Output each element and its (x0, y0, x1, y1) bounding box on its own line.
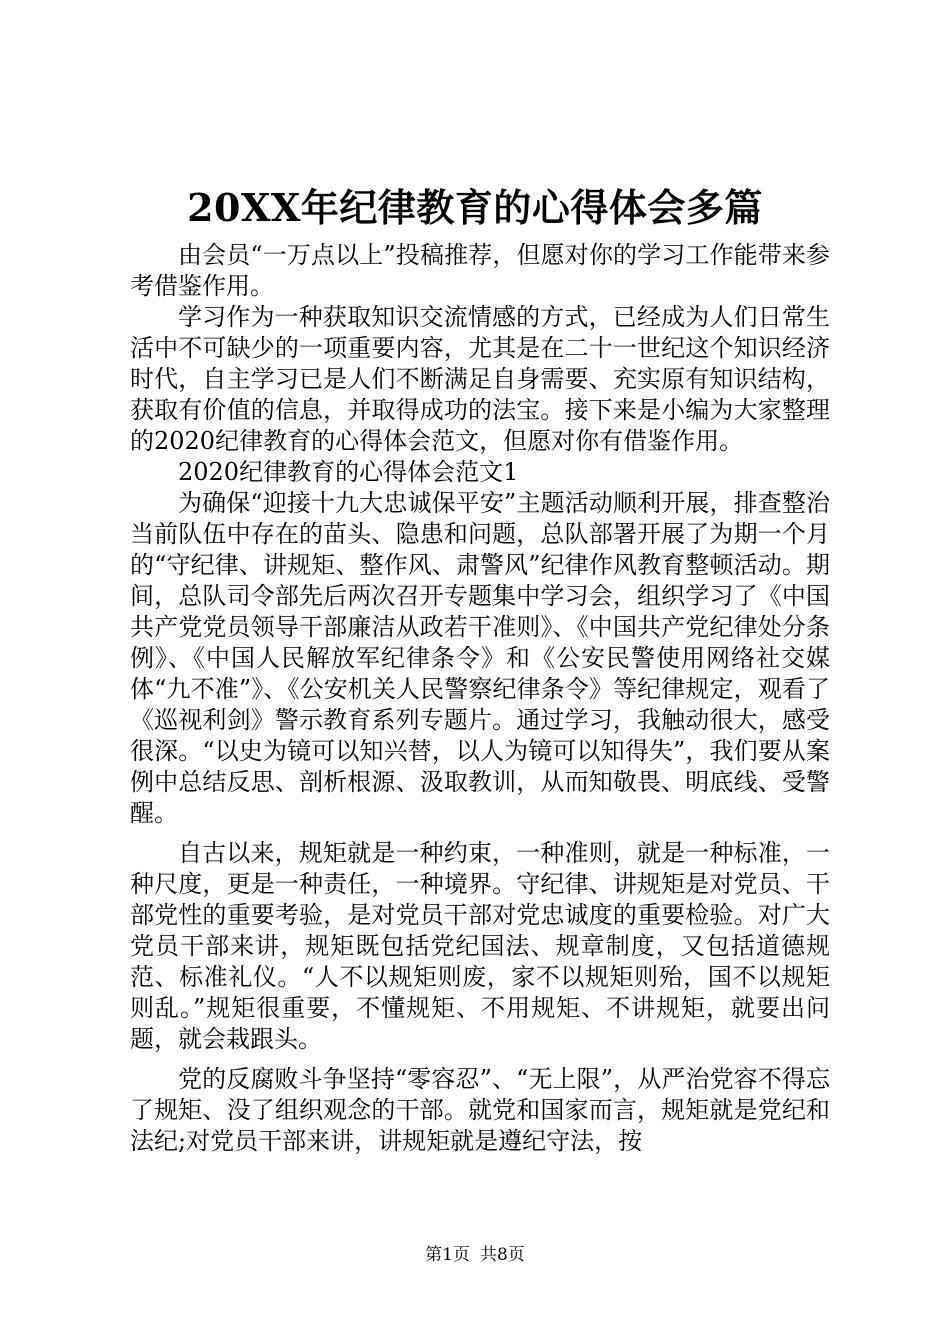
page-total: 共8页 (480, 1245, 525, 1265)
intro-paragraph: 由会员“一万点以上”投稿推荐，但愿对你的学习工作能带来参考借鉴作用。 (130, 241, 830, 300)
section-heading: 2020纪律教育的心得体会范文1 (178, 458, 519, 486)
paragraph-4: 党的反腐败斗争坚持“零容忍”、“无上限”，从严治党容不得忘了规矩、没了组织观念的干部。就党和国家而言，规矩就是党纪和法纪;对党员干部来讲，讲规矩就是遵纪守法，按 (130, 1065, 830, 1155)
paragraph-3: 自古以来，规矩就是一种约束，一种准则，就是一种标准，一种尺度，更是一种责任，一种境界。守纪律、讲规矩是对党员、干部党性的重要考验，是对党员干部对党忠诚度的重要检验。对广大党员干部来讲，规矩既包括党纪国法、规章制度，又包括道德规范、标准礼仪。“人不以规矩则废，家不以规矩则殆，国不以规矩则乱。”规矩很重要，不懂规矩、不用规矩、不讲规矩，就要出问题，就会栽跟头。 (130, 839, 830, 1053)
page-footer (0, 1243, 950, 1267)
document-body (130, 240, 830, 1157)
paragraph-1: 学习作为一种获取知识交流情感的方式，已经成为人们日常生活中不可缺少的一项重要内容，尤其是在二十一世纪这个知识经济时代，自主学习已是人们不断满足自身需要、充实原有知识结构，获取有价值的信息，并取得成功的法宝。接下来是小编为大家整理的2020纪律教育的心得体会范文，但愿对你有借鉴作用。 (130, 303, 830, 455)
paragraph-2: 为确保“迎接十九大忠诚保平安”主题活动顺利开展，排查整治当前队伍中存在的苗头、隐患和问题，总队部署开展了为期一个月的“守纪律、讲规矩、整作风、肃警风”纪律作风教育整顿活动。期间，总队司令部先后两次召开专题集中学习会，组织学习了《中国共产党党员领导干部廉洁从政若干准则》、《中国共产党纪律处分条例》、《中国人民解放军纪律条令》和《公安民警使用网络社交媒体“九不准”》、《公安机关人民警察纪律条令》等纪律规定，观看了《巡视利剑》警示教育系列专题片。通过学习，我触动很大，感受很深。“以史为镜可以知兴替，以人为镜可以知得失”，我们要从案例中总结反思、剖析根源、汲取教训，从而知敬畏、明底线、受警醒。 (130, 489, 830, 827)
page-number: 第1页 (425, 1245, 470, 1265)
document-title: 20XX年纪律教育的心得体会多篇 (187, 185, 763, 230)
